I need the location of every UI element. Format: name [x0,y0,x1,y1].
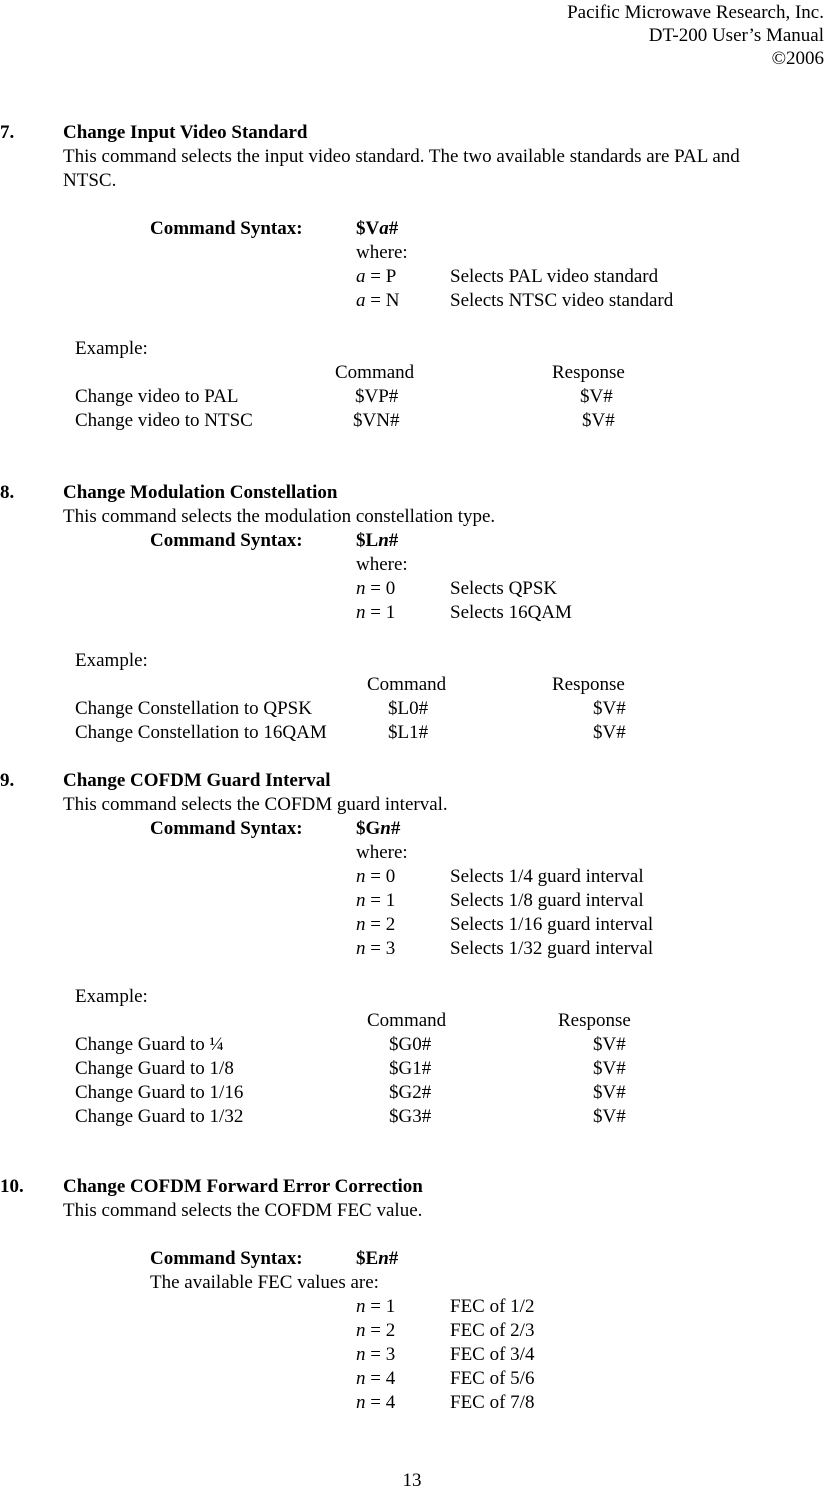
page-header [567,1,824,70]
param-desc: FEC of 1/2 [450,1296,535,1317]
col-response-header: Response [552,362,625,383]
section-title: Change Input Video Standard [63,122,308,143]
available-values-label: The available FEC values are: [150,1272,379,1293]
section-number: 9. [0,770,15,791]
example-row-label: Change Constellation to QPSK [75,698,312,719]
section-description-cont: NTSC. [63,170,117,191]
param-var: n = 4 [356,1392,396,1413]
param-desc: Selects 1/4 guard interval [450,866,644,887]
section-number: 7. [0,122,15,143]
example-row-label: Change Constellation to 16QAM [75,722,327,743]
example-row-response: $V# [582,410,615,431]
example-row-response: $V# [593,1106,626,1127]
param-desc: FEC of 2/3 [450,1320,535,1341]
section-description: This command selects the COFDM guard interval. [63,794,448,815]
syntax-value: $Ln# [356,530,399,551]
syntax-value: $Gn# [356,818,401,839]
example-label: Example: [75,338,148,359]
page-number: 13 [402,1470,422,1491]
syntax-value: $Va# [356,218,399,239]
param-var: n = 1 [356,602,396,623]
section-number: 8. [0,482,15,503]
param-var: a = N [356,290,400,311]
param-var: n = 4 [356,1368,396,1389]
where-label: where: [356,242,408,263]
example-row-command: $G0# [389,1034,432,1055]
param-desc: Selects PAL video standard [450,266,659,287]
section-title: Change Modulation Constellation [63,482,338,503]
param-desc: Selects 16QAM [450,602,572,623]
where-label: where: [356,842,408,863]
param-var: n = 0 [356,866,396,887]
param-desc: Selects 1/16 guard interval [450,914,654,935]
example-row-response: $V# [580,386,613,407]
manual-title: DT-200 User’s Manual [648,25,824,46]
example-row-label: Change Guard to 1/16 [75,1082,244,1103]
example-row-command: $VP# [355,386,399,407]
example-row-response: $V# [593,1058,626,1079]
syntax-label: Command Syntax: [150,530,303,551]
example-row-label: Change Guard to 1/8 [75,1058,234,1079]
param-desc: Selects 1/32 guard interval [450,938,654,959]
example-row-command: $G3# [389,1106,432,1127]
section-number: 10. [0,1176,24,1197]
section-description: This command selects the modulation constellation type. [63,506,496,527]
company-name: Pacific Microwave Research, Inc. [567,2,824,23]
param-desc: FEC of 5/6 [450,1368,535,1389]
syntax-label: Command Syntax: [150,1248,303,1269]
example-row-response: $V# [593,698,626,719]
example-row-label: Change Guard to 1/32 [75,1106,244,1127]
param-desc: FEC of 7/8 [450,1392,535,1413]
section-title: Change COFDM Guard Interval [63,770,331,791]
example-row-command: $G2# [389,1082,432,1103]
col-command-header: Command [367,1010,447,1031]
example-row-label: Change video to PAL [75,386,239,407]
param-var: n = 1 [356,1296,396,1317]
example-row-command: $VN# [353,410,400,431]
example-row-label: Change video to NTSC [75,410,253,431]
param-desc: Selects NTSC video standard [450,290,674,311]
syntax-label: Command Syntax: [150,818,303,839]
param-desc: Selects 1/8 guard interval [450,890,644,911]
section-description: This command selects the COFDM FEC value. [63,1200,423,1221]
col-command-header: Command [335,362,415,383]
example-row-command: $L0# [388,698,429,719]
syntax-label: Command Syntax: [150,218,303,239]
col-response-header: Response [558,1010,631,1031]
example-row-command: $L1# [388,722,429,743]
section-title: Change COFDM Forward Error Correction [63,1176,423,1197]
example-row-response: $V# [593,722,626,743]
param-var: n = 3 [356,1344,396,1365]
param-var: n = 2 [356,914,396,935]
copyright: ©2006 [771,48,824,69]
param-var: a = P [356,266,397,287]
example-label: Example: [75,986,148,1007]
syntax-value: $En# [356,1248,399,1269]
param-var: n = 0 [356,578,396,599]
param-var: n = 3 [356,938,396,959]
section-description: This command selects the input video standard. The two available standards are PAL and [63,146,740,167]
example-row-response: $V# [593,1082,626,1103]
example-row-response: $V# [593,1034,626,1055]
param-var: n = 1 [356,890,396,911]
param-desc: FEC of 3/4 [450,1344,535,1365]
example-row-label: Change Guard to ¼ [75,1034,224,1055]
param-var: n = 2 [356,1320,396,1341]
where-label: where: [356,554,408,575]
col-command-header: Command [367,674,447,695]
example-row-command: $G1# [389,1058,432,1079]
param-desc: Selects QPSK [450,578,558,599]
example-label: Example: [75,650,148,671]
col-response-header: Response [552,674,625,695]
